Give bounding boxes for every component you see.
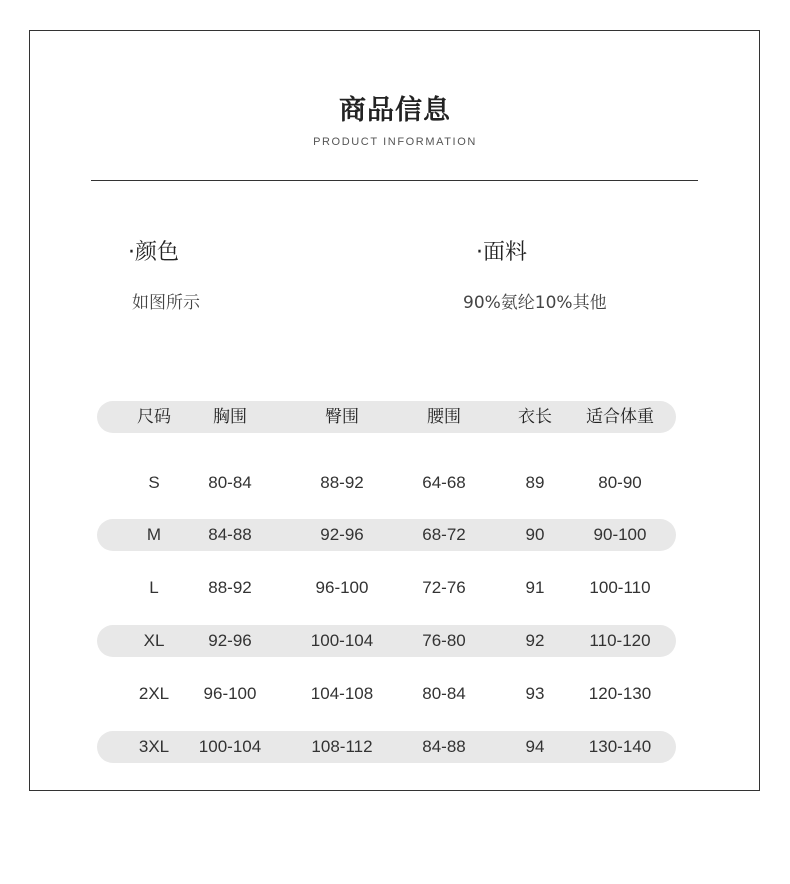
cell-weight: 80-90: [598, 473, 642, 492]
cell-chest: 96-100: [203, 684, 257, 703]
header-cell-chest: 胸围: [213, 407, 247, 427]
cell-hip: 92-96: [320, 525, 364, 544]
header-cell-hip: 臀围: [325, 407, 359, 427]
cell-weight: 90-100: [593, 525, 647, 544]
header-cell-size: 尺码: [137, 407, 171, 427]
cell-hip: 108-112: [311, 737, 373, 756]
cell-waist: 80-84: [422, 684, 466, 703]
cell-length: 89: [525, 473, 545, 492]
cell-hip: 88-92: [320, 473, 364, 492]
cell-waist: 84-88: [422, 737, 466, 756]
cell-hip: 104-108: [310, 684, 374, 703]
fabric-label: ·面料: [476, 240, 527, 265]
cell-weight: 100-110: [589, 578, 651, 597]
cell-length: 90: [525, 525, 545, 544]
fabric-value: 90%氨纶10%其他: [463, 293, 607, 313]
cell-weight: 110-120: [589, 631, 651, 650]
table-row: [97, 467, 676, 499]
color-label: ·颜色: [128, 240, 179, 265]
table-row: [97, 731, 676, 763]
cell-length: 94: [525, 737, 545, 756]
table-row: [97, 572, 676, 604]
cell-waist: 76-80: [422, 631, 466, 650]
page-subtitle: PRODUCT INFORMATION: [313, 136, 477, 148]
cell-length: 92: [525, 631, 545, 650]
cell-size: 3XL: [138, 737, 170, 756]
cell-waist: 64-68: [422, 473, 466, 492]
color-value: 如图所示: [132, 293, 200, 313]
table-header: [97, 401, 676, 433]
cell-length: 93: [525, 684, 545, 703]
cell-size: M: [146, 525, 162, 544]
cell-weight: 120-130: [588, 684, 652, 703]
table-row: [97, 625, 676, 657]
divider: [91, 180, 698, 181]
header-cell-waist: 腰围: [427, 407, 461, 427]
cell-chest: 80-84: [208, 473, 252, 492]
cell-size: 2XL: [138, 684, 170, 703]
cell-hip: 96-100: [315, 578, 369, 597]
cell-hip: 100-104: [310, 631, 374, 650]
table-row: [97, 519, 676, 551]
cell-chest: 100-104: [198, 737, 262, 756]
table-row: [97, 678, 676, 710]
cell-chest: 88-92: [208, 578, 252, 597]
cell-waist: 68-72: [422, 525, 466, 544]
cell-length: 91: [525, 578, 545, 597]
header-cell-length: 衣长: [518, 407, 552, 427]
cell-size: S: [148, 473, 160, 492]
cell-size: L: [149, 578, 159, 597]
page-title: 商品信息: [339, 95, 451, 126]
cell-size: XL: [143, 631, 165, 650]
cell-waist: 72-76: [422, 578, 466, 597]
header-cell-weight: 适合体重: [586, 407, 654, 427]
cell-weight: 130-140: [588, 737, 652, 756]
cell-chest: 92-96: [208, 631, 252, 650]
cell-chest: 84-88: [208, 525, 252, 544]
